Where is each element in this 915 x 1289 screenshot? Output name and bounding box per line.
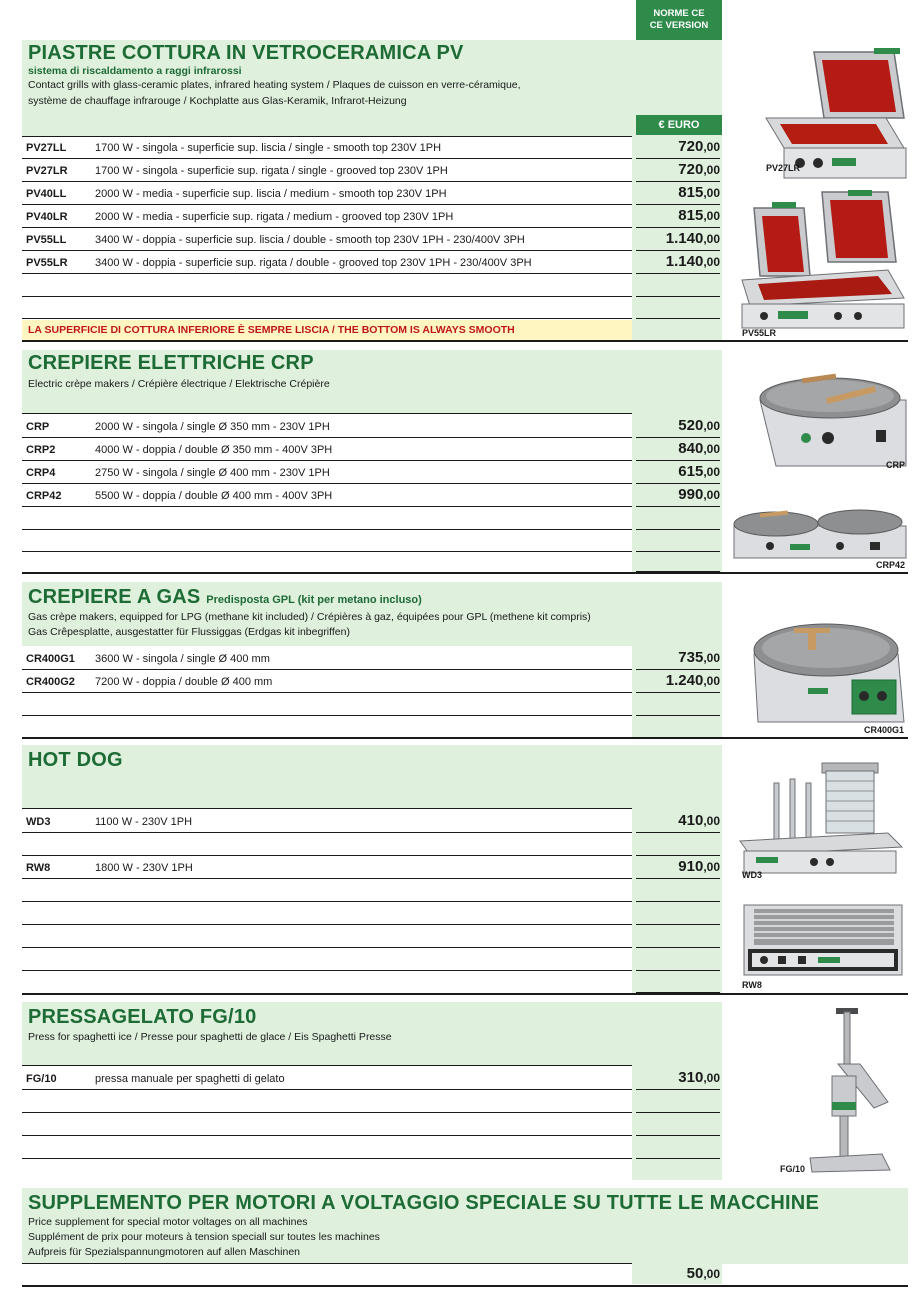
product-desc: 3400 W - doppia - superficie sup. liscia / double - smooth top 230V 1PH - 230/400V 3PH — [95, 234, 525, 246]
table-row — [22, 462, 632, 484]
section-title-inline: Predisposta GPL (kit per metano incluso) — [206, 594, 422, 606]
product-price: 615,00 — [636, 462, 720, 484]
product-code: PV27LL — [26, 142, 67, 154]
table-row — [22, 648, 632, 670]
table-row — [22, 229, 632, 251]
image-area — [726, 350, 908, 572]
product-price: 1.240,00 — [636, 671, 720, 693]
table-row — [22, 485, 632, 507]
table-row — [22, 206, 632, 228]
crepe-maker-crp-image — [756, 370, 908, 470]
product-price: 1.140,00 — [636, 252, 720, 274]
label-fg10: FG/10 — [780, 1164, 806, 1174]
product-price: 410,00 — [636, 811, 720, 833]
section-desc-line2: Gas Crêpesplatte, ausgestatter für Flussiggas (Erdgas kit inbegriffen) — [28, 626, 350, 638]
section-desc-line1: Electric crèpe makers / Crépière électrique / Elektrische Crépière — [28, 378, 330, 390]
crepe-maker-crp42-image — [730, 506, 908, 562]
product-desc: 2000 W - media - superficie sup. liscia / medium - smooth top 230V 1PH — [95, 188, 447, 200]
section-desc-line3: Aufpreis für Spezialspannungmotoren auf allen Maschinen — [28, 1246, 301, 1258]
norme-ce-header — [636, 0, 722, 40]
product-code: PV55LL — [26, 234, 67, 246]
section-gas — [22, 582, 908, 740]
section-title: CREPIERE ELETTRICHE CRP — [28, 352, 314, 374]
product-desc: 2000 W - singola / single Ø 350 mm - 230V 1PH — [95, 421, 330, 433]
section-fg10 — [22, 1002, 908, 1184]
ice-press-fg10-image — [802, 1006, 898, 1178]
product-price: 720,00 — [636, 137, 720, 159]
hot-dog-rw8-image — [738, 897, 908, 979]
image-area — [726, 745, 908, 993]
product-code: FG/10 — [26, 1073, 57, 1085]
contact-grill-pv27lr-image — [736, 48, 912, 188]
section-title: HOT DOG — [28, 749, 123, 771]
label-cr400g1: CR400G1 — [864, 725, 905, 735]
product-code: WD3 — [26, 816, 51, 828]
contact-grill-pv55lr-image — [738, 190, 908, 332]
section-supplement — [22, 1188, 908, 1288]
label-pv55lr: PV55LR — [742, 328, 777, 338]
table-row — [22, 1068, 632, 1090]
product-price: 310,00 — [636, 1068, 720, 1090]
product-code: CRP42 — [26, 490, 62, 502]
product-code: PV27LR — [26, 165, 68, 177]
label-wd3: WD3 — [742, 870, 762, 880]
product-code: CRP2 — [26, 444, 56, 456]
product-price: 990,00 — [636, 485, 720, 507]
label-crp42: CRP42 — [876, 560, 906, 570]
product-desc: 2750 W - singola / single Ø 400 mm - 230V 1PH — [95, 467, 330, 479]
norme-line1: NORME CE — [653, 8, 705, 19]
euro-header: € EURO — [636, 115, 722, 135]
section-desc-line1: Contact grills with glass-ceramic plates, infrared heating system / Plaques de cuisson en verre-céramique, — [28, 79, 521, 91]
supplement-price: 50,00 — [636, 1264, 720, 1286]
product-code: CR400G2 — [26, 676, 75, 688]
section-title: CREPIERE A GAS Predisposta GPL (kit per metano incluso) — [28, 586, 422, 608]
section-crp — [22, 350, 908, 576]
norme-line2: CE VERSION — [649, 20, 709, 31]
section-title: SUPPLEMENTO PER MOTORI A VOLTAGGIO SPECIALE SU TUTTE LE MACCHINE — [28, 1192, 819, 1214]
product-code: CR400G1 — [26, 653, 75, 665]
product-code: PV40LL — [26, 188, 67, 200]
label-rw8: RW8 — [742, 980, 762, 990]
table-row — [22, 252, 632, 274]
product-desc: 3400 W - doppia - superficie sup. rigata / double - grooved top 230V 1PH - 230/400V 3PH — [95, 257, 532, 269]
product-price: 520,00 — [636, 416, 720, 438]
label-crp: CRP — [886, 460, 906, 470]
product-price: 1.140,00 — [636, 229, 720, 251]
table-row — [22, 137, 632, 159]
bottom-smooth-note: LA SUPERFICIE DI COTTURA INFERIORE È SEMPRE LISCIA / THE BOTTOM IS ALWAYS SMOOTH — [22, 320, 632, 340]
section-hotdog — [22, 745, 908, 997]
image-area — [726, 1002, 908, 1180]
product-desc: pressa manuale per spaghetti di gelato — [95, 1073, 285, 1085]
label-pv27lr: PV27LR — [766, 163, 801, 173]
product-desc: 1800 W - 230V 1PH — [95, 862, 193, 874]
product-price: 815,00 — [636, 206, 720, 228]
table-row — [22, 671, 632, 693]
product-desc: 1700 W - singola - superficie sup. liscia / single - smooth top 230V 1PH — [95, 142, 442, 154]
section-desc-line1: Price supplement for special motor voltages on all machines — [28, 1216, 308, 1228]
image-area — [726, 40, 908, 340]
product-price: 720,00 — [636, 160, 720, 182]
section-title: PIASTRE COTTURA IN VETROCERAMICA PV — [28, 42, 464, 64]
product-desc: 3600 W - singola / single Ø 400 mm — [95, 653, 270, 665]
table-row — [22, 439, 632, 461]
product-price: 910,00 — [636, 857, 720, 879]
table-row — [22, 183, 632, 205]
product-code: PV40LR — [26, 211, 68, 223]
section-desc-line2: système de chauffage infrarouge / Kochplatte aus Glas-Keramik, Infrarot-Heizung — [28, 95, 407, 107]
product-code: RW8 — [26, 862, 51, 874]
product-desc: 4000 W - doppia / double Ø 350 mm - 400V 3PH — [95, 444, 333, 456]
product-code: CRP — [26, 421, 50, 433]
section-subtitle: sistema di riscaldamento a raggi infrarossi — [28, 65, 242, 77]
product-price: 735,00 — [636, 648, 720, 670]
table-row — [22, 857, 632, 879]
section-desc-line2: Supplément de prix pour moteurs à tension speciall sur toutes les machines — [28, 1231, 380, 1243]
product-desc: 7200 W - doppia / double Ø 400 mm — [95, 676, 273, 688]
product-price: 815,00 — [636, 183, 720, 205]
product-desc: 1100 W - 230V 1PH — [95, 816, 193, 828]
table-row — [22, 160, 632, 182]
section-title: PRESSAGELATO FG/10 — [28, 1006, 257, 1028]
section-desc-line1: Press for spaghetti ice / Presse pour spaghetti de glace / Eis Spaghetti Presse — [28, 1031, 392, 1043]
section-pv — [22, 40, 908, 344]
product-desc: 1700 W - singola - superficie sup. rigata / single - grooved top 230V 1PH — [95, 165, 448, 177]
section-desc-line1: Gas crèpe makers, equipped for LPG (methane kit included) / Crépières à gaz, équipées pour GPL (methene kit compris) — [28, 611, 591, 623]
product-desc: 2000 W - media - superficie sup. rigata / medium - grooved top 230V 1PH — [95, 211, 454, 223]
product-price: 840,00 — [636, 439, 720, 461]
hot-dog-wd3-image — [738, 759, 908, 877]
product-desc: 5500 W - doppia / double Ø 400 mm - 400V 3PH — [95, 490, 333, 502]
product-code: CRP4 — [26, 467, 56, 479]
table-row — [22, 416, 632, 438]
product-code: PV55LR — [26, 257, 68, 269]
table-row — [22, 811, 632, 833]
gas-crepe-maker-image — [748, 618, 908, 728]
image-area — [726, 582, 908, 737]
